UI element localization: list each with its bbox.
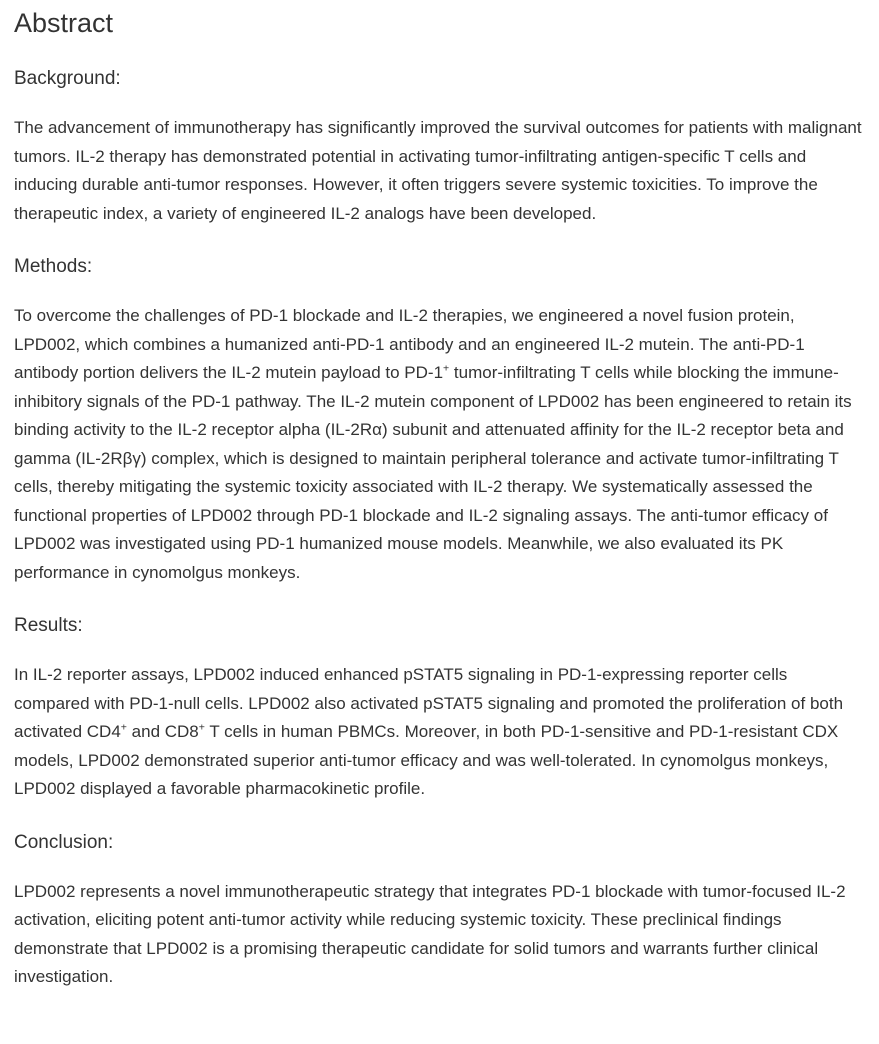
section-paragraph: The advancement of immunotherapy has significantly improved the survival outcomes for patients with malignant tumors. IL-2 therapy has demonstrated potential in activating tumor-infiltrating antigen-specific T cells and inducing durable anti-tumor responses. However, it often triggers severe systemic toxicities. To improve the therapeutic index, a variety of engineered IL-2 analogs have been developed.	[14, 118, 862, 223]
superscript-plus: +	[198, 721, 205, 734]
section-heading: Results:	[14, 615, 83, 636]
page-title: Abstract	[14, 8, 114, 38]
section-paragraph: In IL-2 reporter assays, LPD002 induced enhanced pSTAT5 signaling in PD-1-expressing reporter cells compared with PD-1-null cells. LPD002 also activated pSTAT5 signaling and promoted the proliferation of both activated CD4+ and CD8+ T cells in human PBMCs. Moreover, in both PD-1-sensitive and PD-1-resistant CDX models, LPD002 demonstrated superior anti-tumor efficacy and was well-tolerated. In cynomolgus monkeys, LPD002 displayed a favorable pharmacokinetic profile.	[14, 665, 844, 798]
abstract-section	[14, 255, 865, 587]
sections-container	[14, 67, 865, 992]
section-paragraph: LPD002 represents a novel immunotherapeutic strategy that integrates PD-1 blockade with tumor-focused IL-2 activation, eliciting potent anti-tumor activity while reducing systemic toxicity. These preclinical findings demonstrate that LPD002 is a promising therapeutic candidate for solid tumors and warrants further clinical investigation.	[14, 881, 846, 986]
abstract-section	[14, 831, 865, 992]
abstract-section	[14, 614, 865, 804]
superscript-plus: +	[120, 721, 127, 734]
superscript-plus: +	[443, 362, 450, 375]
section-paragraph: To overcome the challenges of PD-1 blockade and IL-2 therapies, we engineered a novel fusion protein, LPD002, which combines a humanized anti-PD-1 antibody and an engineered IL-2 mutein. The anti-PD-1 antibody portion delivers the IL-2 mutein payload to PD-1+ tumor-infiltrating T cells while blocking the immune-inhibitory signals of the PD-1 pathway. The IL-2 mutein component of LPD002 has been engineered to retain its binding activity to the IL-2 receptor alpha (IL-2Rα) subunit and attenuated affinity for the IL-2 receptor beta and gamma (IL-2Rβγ) complex, which is designed to maintain peripheral tolerance and activate tumor-infiltrating T cells, thereby mitigating the systemic toxicity associated with IL-2 therapy. We systematically assessed the functional properties of LPD002 through PD-1 blockade and IL-2 signaling assays. The anti-tumor efficacy of LPD002 was investigated using PD-1 humanized mouse models. Meanwhile, we also evaluated its PK performance in cynomolgus monkeys.	[14, 306, 852, 582]
section-heading: Background:	[14, 68, 121, 89]
section-heading: Methods:	[14, 256, 93, 277]
abstract-section	[14, 67, 865, 228]
section-heading: Conclusion:	[14, 831, 114, 853]
